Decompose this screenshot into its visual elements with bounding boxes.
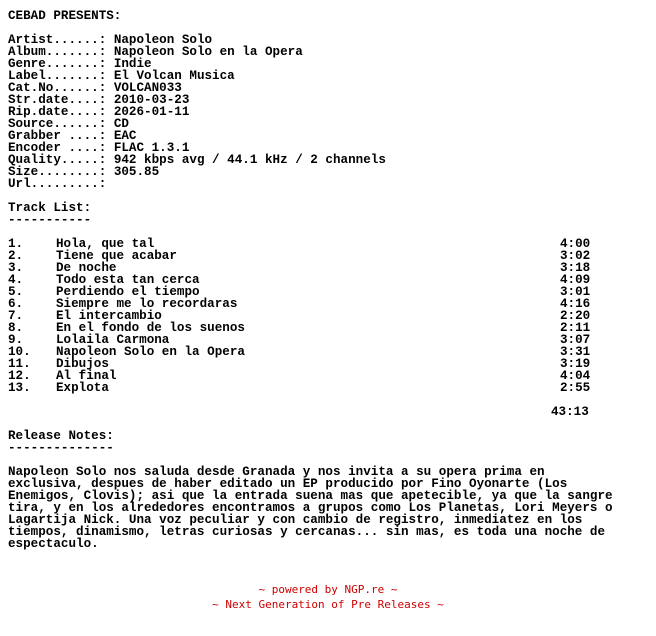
info-label: Cat.No......: xyxy=(8,81,107,95)
track-duration: 3:19 xyxy=(560,357,591,371)
track-title: Al final xyxy=(56,369,117,383)
info-value: EAC xyxy=(113,129,137,143)
track-number: 6. xyxy=(8,297,24,311)
track-title: Tiene que acabar xyxy=(56,249,177,263)
release-notes-underline: -------------- xyxy=(8,441,114,455)
info-label: Size........: xyxy=(8,165,107,179)
page-title: CEBAD PRESENTS: xyxy=(8,9,122,23)
track-number: 10. xyxy=(8,345,31,359)
track-duration: 4:04 xyxy=(560,369,591,383)
track-title: De noche xyxy=(56,261,117,275)
track-title: Lolaila Carmona xyxy=(56,333,170,347)
track-duration: 3:01 xyxy=(560,285,591,299)
info-label: Encoder ....: xyxy=(8,141,107,155)
release-notes-line: exclusiva, despues de haber editado un EP producido por Fino Oyonarte (Los xyxy=(8,477,568,491)
track-title: Hola, que tal xyxy=(56,237,155,251)
release-notes-line: Enemigos, Clovis); asi que la entrada suena mas que apetecible, ya que la sangre xyxy=(8,489,613,503)
track-number: 5. xyxy=(8,285,24,299)
release-notes-line: tiempos, dinamismo, letras curiosas y cercanas... sin mas, es toda una noche de xyxy=(8,525,606,539)
tracklist xyxy=(8,238,656,394)
info-block xyxy=(8,34,656,190)
info-label: Grabber ....: xyxy=(8,129,107,143)
track-title: Dibujos xyxy=(56,357,109,371)
info-label: Label.......: xyxy=(8,69,107,83)
info-value: 2010-03-23 xyxy=(113,93,190,107)
info-value: 305.85 xyxy=(113,165,160,179)
info-value: FLAC 1.3.1 xyxy=(113,141,190,155)
track-duration: 3:31 xyxy=(560,345,591,359)
track-title: Siempre me lo recordaras xyxy=(56,297,238,311)
track-number: 11. xyxy=(8,357,31,371)
info-label: Str.date....: xyxy=(8,93,107,107)
info-label: Artist......: xyxy=(8,33,107,47)
info-row xyxy=(8,178,656,190)
total-time: 43:13 xyxy=(551,405,589,419)
info-label: Url.........: xyxy=(8,177,107,191)
track-duration: 2:11 xyxy=(560,321,591,335)
info-label: Source......: xyxy=(8,117,107,131)
track-number: 8. xyxy=(8,321,24,335)
release-notes-line: Napoleon Solo nos saluda desde Granada y nos invita a su opera prima en xyxy=(8,465,545,479)
info-value: Napoleon Solo xyxy=(113,33,213,47)
track-duration: 3:07 xyxy=(560,333,591,347)
track-number: 13. xyxy=(8,381,31,395)
track-duration: 4:00 xyxy=(560,237,591,251)
footer-tagline: ~ Next Generation of Pre Releases ~ xyxy=(212,598,444,611)
info-value: Indie xyxy=(113,57,152,71)
release-notes-line: Lagartija Nick. Una voz peculiar y con cambio de registro, inmediatez en los xyxy=(8,513,583,527)
track-number: 3. xyxy=(8,261,24,275)
track-title: Explota xyxy=(56,381,109,395)
track-duration: 4:16 xyxy=(560,297,591,311)
track-duration: 3:18 xyxy=(560,261,591,275)
release-notes-line: espectaculo. xyxy=(8,537,99,551)
track-row xyxy=(8,382,656,394)
track-duration: 2:20 xyxy=(560,309,591,323)
info-label: Album.......: xyxy=(8,45,107,59)
release-notes-heading: Release Notes: xyxy=(8,429,114,443)
tracklist-heading: Track List: xyxy=(8,201,92,215)
info-value: Napoleon Solo en la Opera xyxy=(113,45,303,59)
track-title: Todo esta tan cerca xyxy=(56,273,200,287)
track-title: Perdiendo el tiempo xyxy=(56,285,200,299)
info-value: VOLCAN033 xyxy=(113,81,182,95)
track-number: 4. xyxy=(8,273,24,287)
track-duration: 2:55 xyxy=(560,381,591,395)
release-notes-line: tira, y en los alrededores encontramos a grupos como Los Planetas, Lori Meyers o xyxy=(8,501,613,515)
track-number: 9. xyxy=(8,333,24,347)
track-duration: 4:09 xyxy=(560,273,591,287)
track-number: 1. xyxy=(8,237,24,251)
footer-powered-by: ~ powered by NGP.re ~ xyxy=(258,583,398,596)
track-number: 7. xyxy=(8,309,24,323)
info-label: Genre.......: xyxy=(8,57,107,71)
track-duration: 3:02 xyxy=(560,249,591,263)
info-value: CD xyxy=(113,117,129,131)
track-title: El intercambio xyxy=(56,309,162,323)
track-number: 2. xyxy=(8,249,24,263)
release-notes xyxy=(8,466,656,550)
info-value: El Volcan Musica xyxy=(113,69,235,83)
track-title: En el fondo de los suenos xyxy=(56,321,245,335)
info-label: Rip.date....: xyxy=(8,105,107,119)
tracklist-underline: ----------- xyxy=(8,213,92,227)
info-label: Quality.....: xyxy=(8,153,107,167)
nfo-document xyxy=(8,10,656,550)
info-value: 2026-01-11 xyxy=(113,105,190,119)
track-title: Napoleon Solo en la Opera xyxy=(56,345,245,359)
track-number: 12. xyxy=(8,369,31,383)
info-value: 942 kbps avg / 44.1 kHz / 2 channels xyxy=(113,153,386,167)
